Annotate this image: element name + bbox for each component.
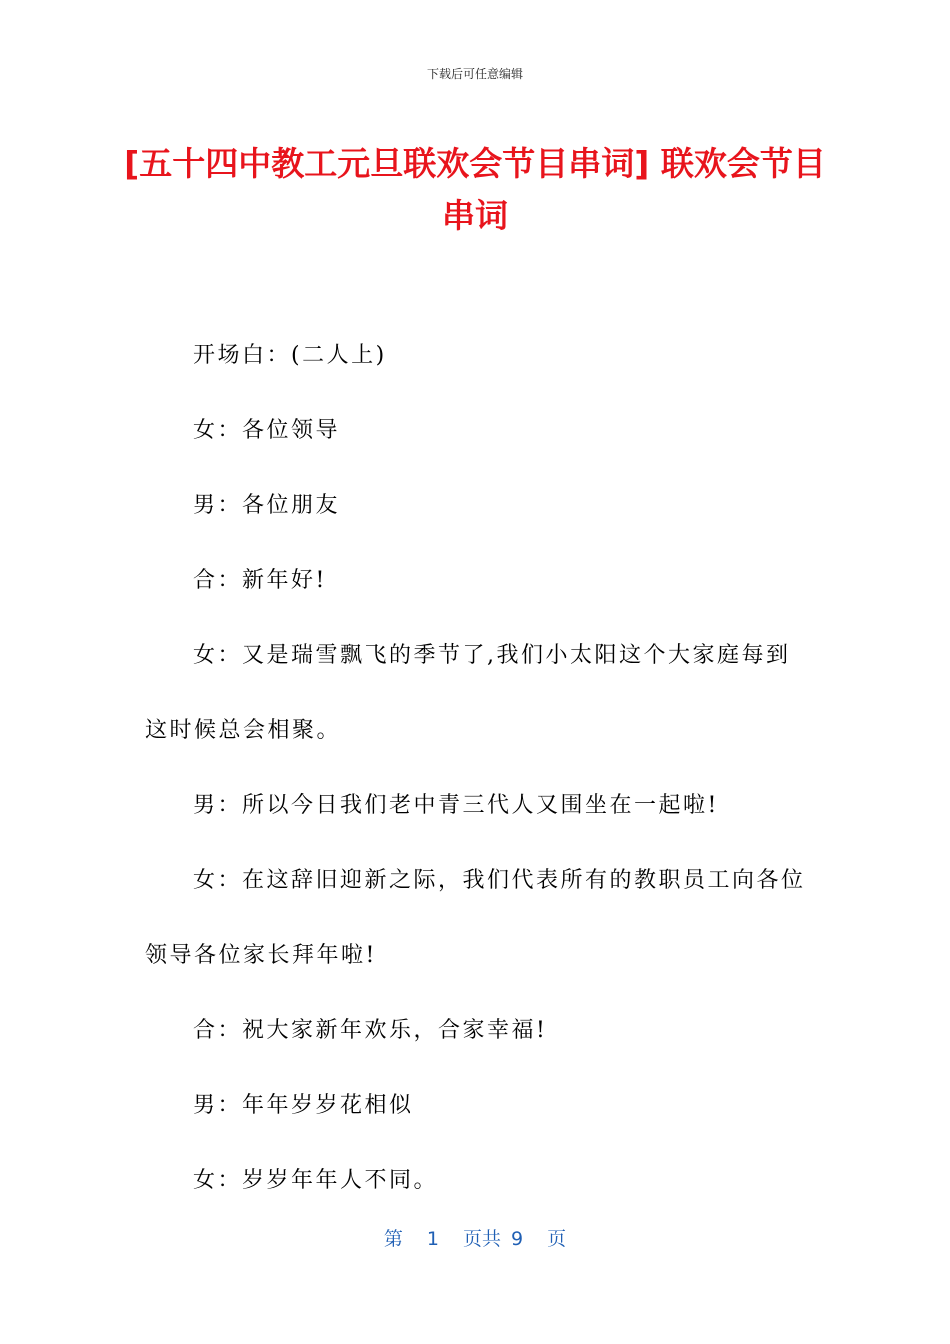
document-title: [五十四中教工元旦联欢会节目串词] 联欢会节目串词 [124, 144, 826, 235]
document-body [145, 318, 810, 1218]
page-mid: 页共 [462, 1228, 501, 1250]
total-pages-number: 9 [511, 1228, 524, 1250]
paragraph-line: 男：所以今日我们老中青三代人又围坐在一起啦! [193, 793, 719, 818]
paragraph-line: 女：岁岁年年人不同。 [193, 1168, 439, 1193]
page-header-note: 下载后可任意编辑 [426, 67, 523, 81]
paragraph-line: 男：各位朋友 [193, 493, 341, 518]
page-number-footer [0, 1226, 950, 1252]
page-suffix: 页 [547, 1228, 567, 1250]
paragraph-line: 女：在这辞旧迎新之际，我们代表所有的教职员工向各位领导各位家长拜年啦! [145, 868, 806, 968]
paragraph-line: 合：新年好! [193, 568, 327, 593]
paragraph-line: 合：祝大家新年欢乐，合家幸福! [193, 1018, 548, 1043]
paragraph-opening: 开场白：(二人上) [193, 343, 387, 368]
current-page-number: 1 [426, 1228, 439, 1250]
paragraph-line: 男：年年岁岁花相似 [193, 1093, 414, 1118]
page-prefix: 第 [383, 1228, 403, 1250]
paragraph-line: 女：又是瑞雪飘飞的季节了,我们小太阳这个大家庭每到这时候总会相聚。 [145, 643, 791, 743]
paragraph-line: 女：各位领导 [193, 418, 341, 443]
